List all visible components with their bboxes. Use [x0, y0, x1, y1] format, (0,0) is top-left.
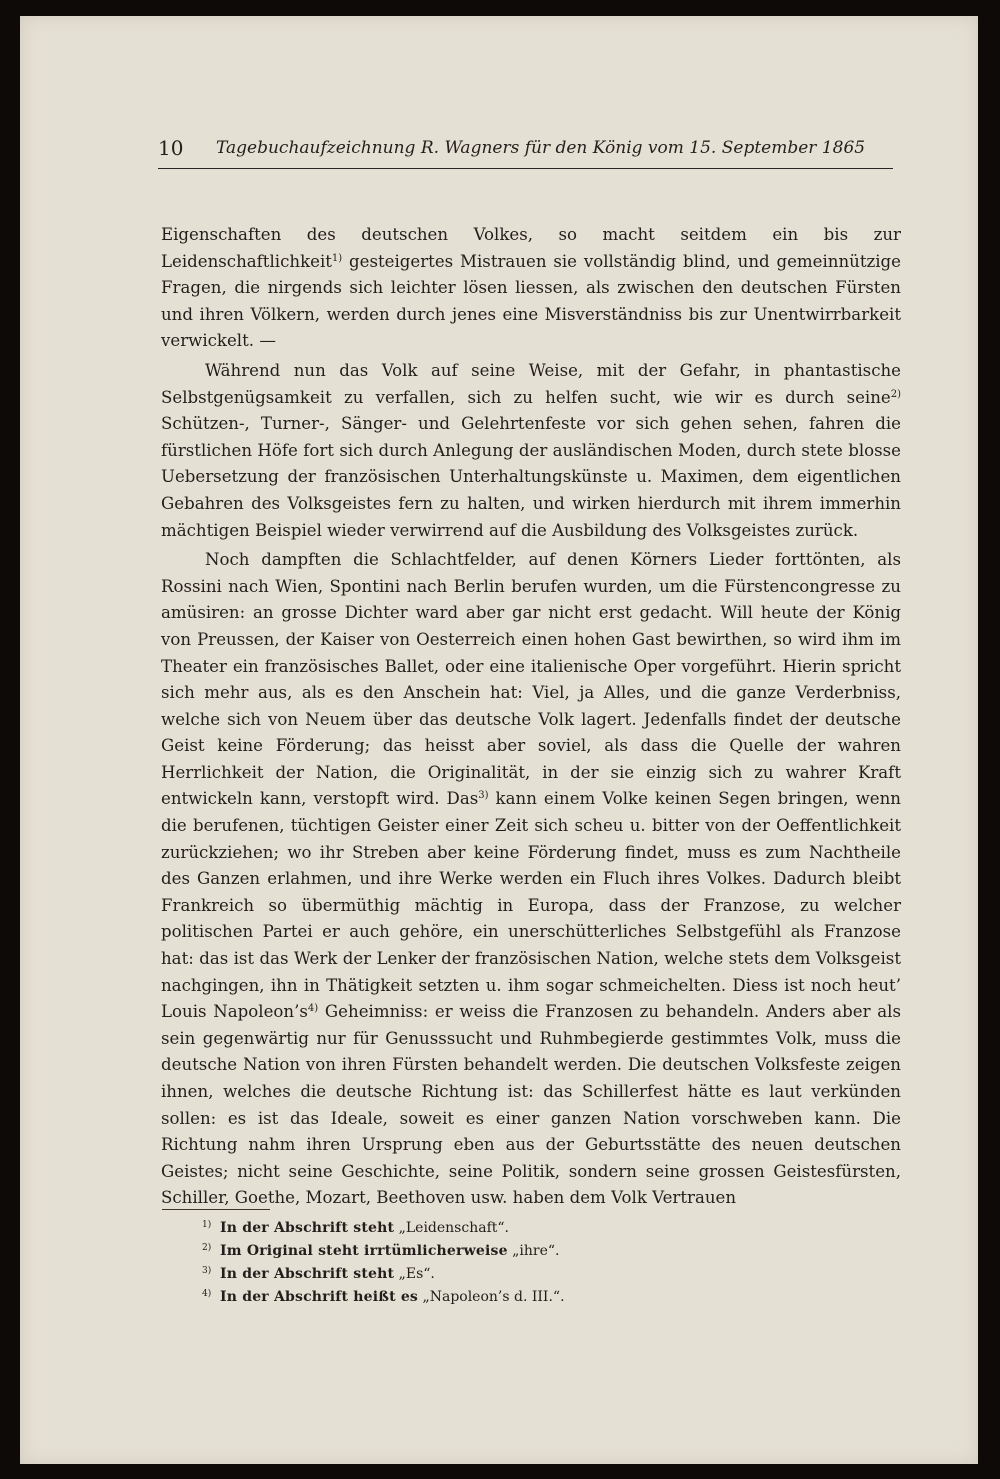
text-segment: kann einem Volke keinen Segen bringen, wenn die berufenen, tüchtigen Geister einer Zeit sich scheu u. bitter von der Oeffentlichkeit zurückziehen; wo ihr Streben aber keine Förderung findet, muss es zum Nachtheile des Ganzen erlahmen, und ihre Werke werden ein Fluch ihres Volkes. Dadurch bleibt Frankreich so übermüthig mächtig in Europa, dass der Franzose, zu welcher politischen Partei er auch gehöre, ein unerschütterliches Selbstgefühl als Franzose hat: das ist das Werk der Lenker der französischen Nation, welche stets dem Volksgeist nachgingen, ihn in Thätigkeit setzten u. ihm sogar schmeichelten. Diess ist noch heut’ Louis Napoleon’s — [161, 789, 901, 1022]
footnote-text: In der Abschrift heißt es — [220, 1289, 419, 1305]
footnote-2 — [202, 1240, 762, 1263]
paragraph-1 — [161, 222, 901, 355]
body-text — [161, 222, 901, 1212]
text-segment: Während nun das Volk auf seine Weise, mit der Gefahr, in phantastische Selbstgenügsamkeit zu verfallen, sich zu helfen sucht, wie wir es durch seine — [161, 360, 901, 407]
paragraph-2 — [161, 358, 901, 544]
text-segment: Schützen-, Turner-, Sänger- und Gelehrtenfeste vor sich gehen sehen, fahren die fürstlichen Höfe fort sich durch Anlegung der ausländischen Moden, durch stete blosse Uebersetzung der französischen Unterhaltungskünste u. Maximen, dem eigentlichen Gebahren des Volksgeistes fern zu halten, und wirken hierdurch mit ihrem immerhin mächtigen Beispiel wieder verwirrend auf die Ausbildung des Volksgeistes zurück. — [161, 414, 901, 540]
footnotes — [202, 1217, 762, 1309]
paragraph-3 — [161, 547, 901, 1212]
footnote-text: Im Original steht irrtümlicherweise — [220, 1243, 508, 1259]
footnote-1 — [202, 1217, 762, 1240]
footnote-text: In der Abschrift steht — [220, 1266, 395, 1282]
footnote-mark: 4) — [202, 1289, 212, 1299]
running-title: Tagebuchaufzeichnung R. Wagners für den König vom 15. September 1865 — [216, 138, 866, 158]
text-segment: Noch dampften die Schlachtfelder, auf denen Körners Lieder forttönten, als Rossini nach Wien, Spontini nach Berlin berufen wurden, um die Fürstencongresse zu amüsiren: an grosse Dichter ward aber gar nicht erst gedacht. Will heute der König von Preussen, der Kaiser von Oesterreich einen hohen Gast bewirthen, so wird ihm im Theater ein französisches Ballet, oder eine italienische Oper vorgeführt. Hierin spricht sich mehr aus, als es den Anschein hat: Viel, ja Alles, und die ganze Verderbniss, welche sich von Neuem über das deutsche Volk lagert. Jedenfalls findet der deutsche Geist keine Förderung; das heisst aber soviel, als dass die Quelle der wahren Herrlichkeit der Nation, die Originalität, in der sie einzig sich zu wahrer Kraft entwickeln kann, verstopft wird. Das — [161, 550, 901, 809]
running-header — [158, 134, 893, 169]
footnote-mark: 3) — [202, 1266, 212, 1276]
footnote-3 — [202, 1263, 762, 1286]
footnote-divider — [162, 1209, 270, 1210]
footnote-ref-1: 1) — [331, 252, 343, 264]
text-segment: gesteigertes Mistrauen sie vollständig blind, und gemeinnützige Fragen, die nirgends sich leichter lösen liessen, als zwischen den deutschen Fürsten und ihren Völkern, werden durch jenes eine Misverständniss bis zur Unentwirrbarkeit verwickelt. — — [161, 251, 901, 351]
footnote-mark: 1) — [202, 1220, 212, 1230]
text-segment: Eigenschaften des deutschen Volkes, so macht seitdem ein bis zur Leidenschaftlichkeit — [161, 225, 901, 271]
footnote-4 — [202, 1286, 762, 1309]
page-number: 10 — [158, 136, 184, 160]
footnote-ref-4: 4) — [307, 1003, 319, 1015]
footnote-text: In der Abschrift steht — [220, 1220, 395, 1236]
footnote-quote: „Es“. — [398, 1266, 435, 1282]
footnote-quote: „Napoleon’s d. III.“. — [422, 1289, 565, 1305]
footnote-ref-2: 2) — [890, 388, 901, 400]
footnote-quote: „Leidenschaft“. — [398, 1220, 509, 1236]
text-segment: Geheimniss: er weiss die Franzosen zu behandeln. Anders aber als sein gegenwärtig nur für Genusssucht und Ruhmbegierde gestimmtes Volk, muss die deutsche Nation von ihren Fürsten behandelt werden. Die deutschen Volksfeste zeigen ihnen, welches die deutsche Richtung ist: das Schillerfest hätte es laut verkünden sollen: es ist das Ideale, soweit es einer ganzen Nation vorschweben kann. Die Richtung nahm ihren Ursprung eben aus der Geburtsstätte des neuen deutschen Geistes; nicht seine Geschichte, seine Politik, sondern seine grossen Geistesfürsten, Schiller, Goethe, Mozart, Beethoven usw. haben dem Volk Vertrauen — [161, 1002, 902, 1208]
footnote-ref-3: 3) — [478, 790, 489, 802]
book-page — [20, 16, 978, 1464]
footnote-mark: 2) — [202, 1243, 212, 1253]
footnote-quote: „ihre“. — [512, 1243, 560, 1259]
